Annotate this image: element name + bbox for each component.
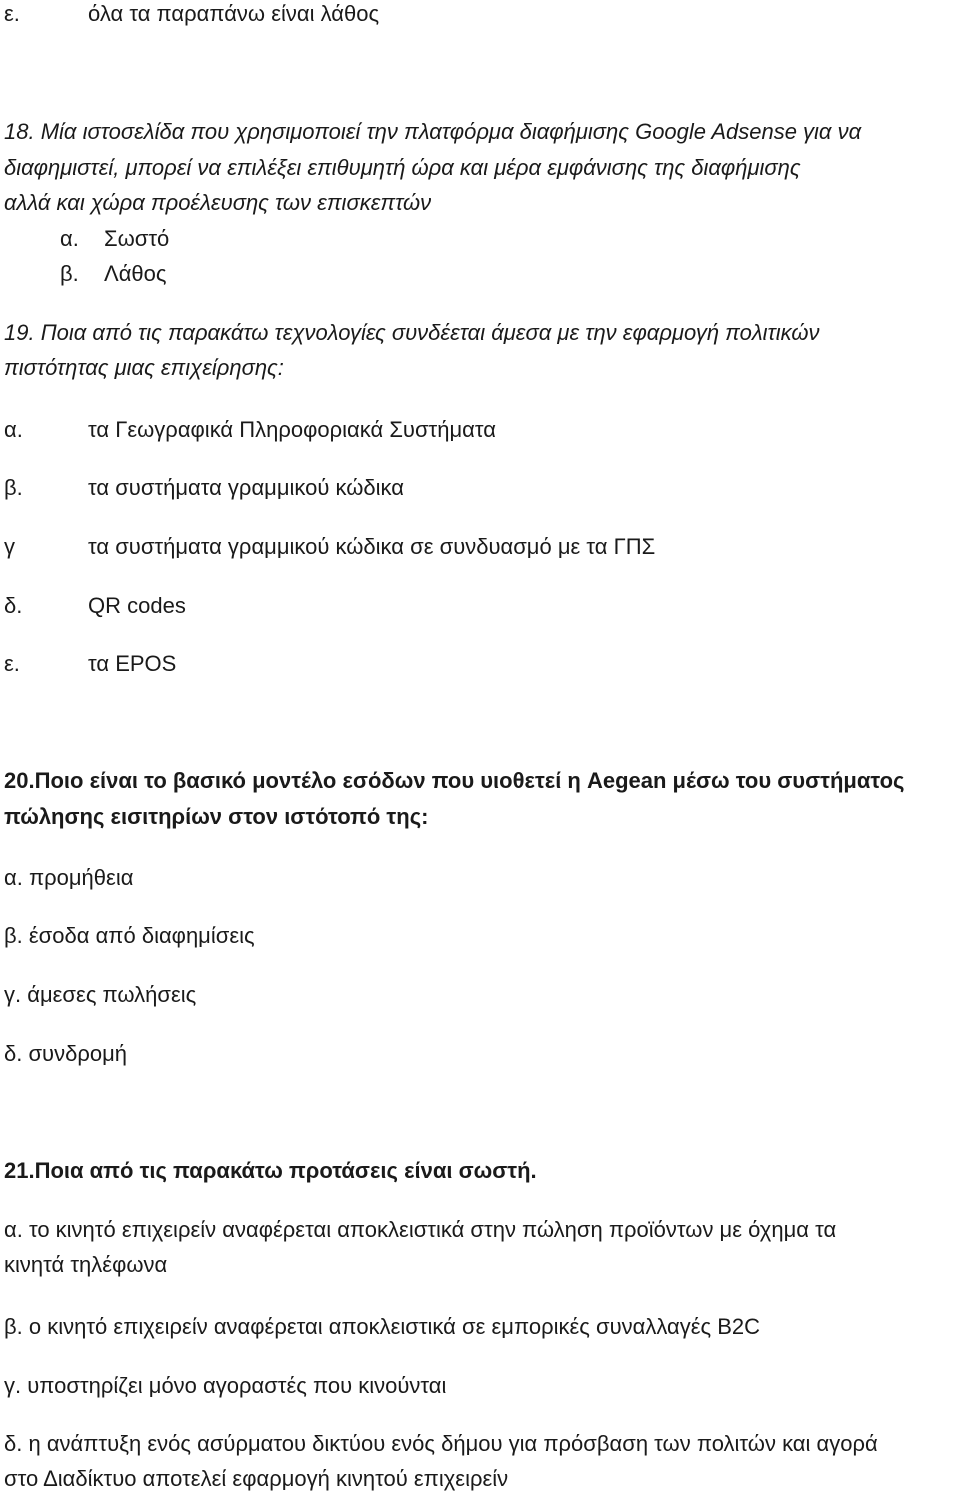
q21-option-d-line-2: στο Διαδίκτυο αποτελεί εφαρμογή κινητού επιχειρείν	[4, 1466, 509, 1491]
option-text: τα Γεωγραφικά Πληροφοριακά Συστήματα	[88, 417, 496, 442]
q19-option-a	[4, 412, 496, 447]
q20-option-d: δ. συνδρομή	[4, 1041, 127, 1066]
option-text: τα συστήματα γραμμικού κώδικα	[88, 475, 405, 500]
q18-line-1: 18. Μία ιστοσελίδα που χρησιμοποιεί την πλατφόρμα διαφήμισης Google Adsense για να	[4, 119, 862, 144]
option-text: QR codes	[88, 593, 186, 618]
q19-option-d	[4, 588, 186, 623]
option-letter: γ	[4, 534, 15, 559]
option-text: όλα τα παραπάνω είναι λάθος	[88, 1, 380, 26]
q19-option-e	[4, 646, 177, 681]
q18-line-2: διαφημιστεί, μπορεί να επιλέξει επιθυμητή ώρα και μέρα εμφάνισης της διαφήμισης	[4, 155, 801, 180]
prev-option-e	[4, 0, 380, 31]
q19-option-b	[4, 470, 405, 505]
option-letter: α.	[4, 417, 23, 442]
option-letter: ε.	[4, 651, 20, 676]
q18-option-a	[60, 221, 170, 256]
q18-line-3: αλλά και χώρα προέλευσης των επισκεπτών	[4, 190, 432, 215]
option-text: τα EPOS	[88, 651, 177, 676]
q18-option-b	[60, 256, 167, 291]
q20-option-c: γ. άμεσες πωλήσεις	[4, 982, 197, 1007]
q19-line-1: 19. Ποια από τις παρακάτω τεχνολογίες συνδέεται άμεσα με την εφαρμογή πολιτικών	[4, 320, 820, 345]
option-letter: β.	[60, 261, 79, 286]
q21-option-d-line-1: δ. η ανάπτυξη ενός ασύρματου δικτύου ενός δήμου για πρόσβαση των πολιτών και αγορά	[4, 1431, 878, 1456]
q20-line-1: 20.Ποιο είναι το βασικό μοντέλο εσόδων που υιοθετεί η Aegean μέσω του συστήματος	[4, 768, 905, 793]
q21-option-c: γ. υποστηρίζει μόνο αγοραστές που κινούνται	[4, 1373, 447, 1398]
q21-option-a-line-2: κινητά τηλέφωνα	[4, 1252, 168, 1277]
q20-option-b: β. έσοδα από διαφημίσεις	[4, 923, 255, 948]
option-letter: β.	[4, 475, 23, 500]
q19-option-c	[4, 529, 656, 564]
option-text: Λάθος	[104, 261, 167, 286]
q19-line-2: πιστότητας μιας επιχείρησης:	[4, 355, 284, 380]
option-letter: ε.	[4, 1, 20, 26]
option-text: τα συστήματα γραμμικού κώδικα σε συνδυασμό με τα ΓΠΣ	[88, 534, 656, 559]
q21-option-a-line-1: α. το κινητό επιχειρείν αναφέρεται αποκλειστικά στην πώληση προϊόντων με όχημα τα	[4, 1217, 837, 1242]
q20-line-2: πώλησης εισιτηρίων στον ιστότοπό της:	[4, 804, 429, 829]
q20-option-a: α. προμήθεια	[4, 865, 134, 890]
q21-title: 21.Ποια από τις παρακάτω προτάσεις είναι σωστή.	[4, 1158, 537, 1183]
option-letter: α.	[60, 226, 79, 251]
option-letter: δ.	[4, 593, 23, 618]
option-text: Σωστό	[104, 226, 170, 251]
q21-option-b: β. ο κινητό επιχειρείν αναφέρεται αποκλειστικά σε εμπορικές συναλλαγές B2C	[4, 1314, 761, 1339]
